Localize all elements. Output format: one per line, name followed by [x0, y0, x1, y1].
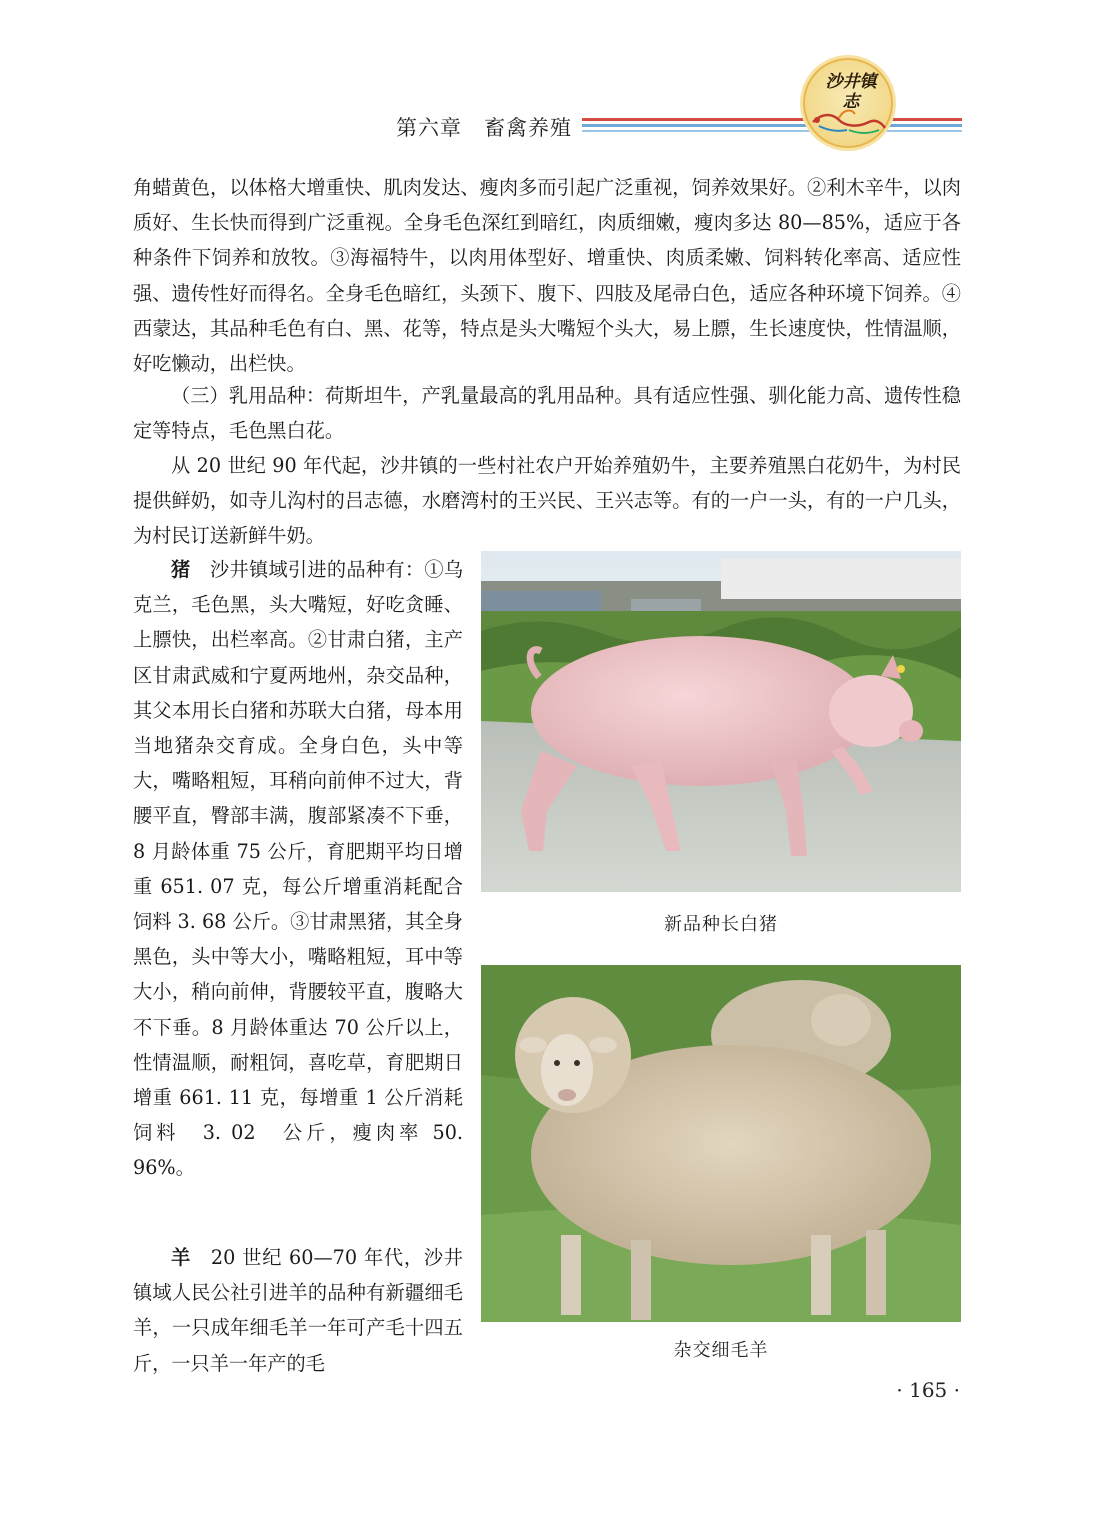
- pig-text: 沙井镇域引进的品种有：①乌克兰，毛色黑，头大嘴短，好吃贪睡、上膘快，出栏率高。②甘肃白猪，主产区甘肃武威和宁夏两地州，杂交品种，其父本用长白猪和苏联大白猪，母本用当地猪杂交育成。全身白色，头中等大，嘴略粗短，耳稍向前伸不过大，背腰平直，臀部丰满，腹部紧凑不下垂，8 月龄体重 75 公斤，育肥期平均日增重 651. 07 克，每公斤增重消耗配合饲料 3. 68 公斤。③甘肃黑猪，其全身黑色，头中等大小，嘴略粗短，耳中等大小，稍向前伸，背腰较平直，腹略大不下垂。8 月龄体重达 70 公斤以上，性情温顺，耐粗饲，喜吃草，育肥期日增重 661. 11 克，每增重 1 公斤消耗饲料 3. 02 公斤，瘦肉率 50. 96%。: [133, 558, 464, 1180]
- sheep-keyword: 羊: [171, 1246, 191, 1269]
- pig-keyword: 猪: [171, 558, 191, 581]
- seal-text: 沙井镇志: [825, 72, 877, 112]
- landrace-pig-photo: [481, 551, 961, 892]
- sheep-photo-caption: 杂交细毛羊: [673, 1340, 769, 1361]
- sheep-section: [133, 1240, 463, 1381]
- header-rule: [582, 118, 962, 135]
- paragraph-dairy-breeds: （三）乳用品种：荷斯坦牛，产乳量最高的乳用品种。具有适应性强、驯化能力高、遗传性稳定等特点，毛色黑白花。: [133, 384, 961, 443]
- town-chronicle-seal-logo: [803, 58, 893, 148]
- phoenix-icon: [809, 100, 887, 140]
- paragraph-beef-breeds: 角蜡黄色，以体格大增重快、肌肉发达、瘦肉多而引起广泛重视，饲养效果好。②利木辛牛，以肉质好、生长快而得到广泛重视。全身毛色深红到暗红，肉质细嫩，瘦肉多达 80—85%，适应于各种条件下饲养和放牧。③海福特牛，以肉用体型好、增重快、肉质柔嫩、饲料转化率高、适应性强、遗传性好而得名。全身毛色暗红，头颈下、腹下、四肢及尾帚白色，适应各种环境下饲养。④西蒙达，其品种毛色有白、黑、花等，特点是头大嘴短个头大，易上膘，生长速度快，性情温顺，好吃懒动，出栏快。: [133, 176, 961, 376]
- pig-section: [133, 552, 463, 1186]
- crossbred-fine-wool-sheep-photo: [481, 965, 961, 1322]
- sheep-text: 20 世纪 60—70 年代，沙井镇域人民公社引进羊的品种有新疆细毛羊，一只成年细毛羊一年可产毛十四五斤，一只羊一年产的毛: [133, 1246, 463, 1375]
- chapter-header: 第六章 畜禽养殖: [396, 116, 572, 140]
- page-number: · 165 ·: [896, 1378, 960, 1402]
- pig-photo-caption: 新品种长白猪: [664, 914, 778, 935]
- paragraph-dairy-farming: 从 20 世纪 90 年代起，沙井镇的一些村社农户开始养殖奶牛，主要养殖黑白花奶牛，为村民提供鲜奶，如寺儿沟村的吕志德，水磨湾村的王兴民、王兴志等。有的一户一头，有的一户几头，为村民订送新鲜牛奶。: [133, 454, 961, 548]
